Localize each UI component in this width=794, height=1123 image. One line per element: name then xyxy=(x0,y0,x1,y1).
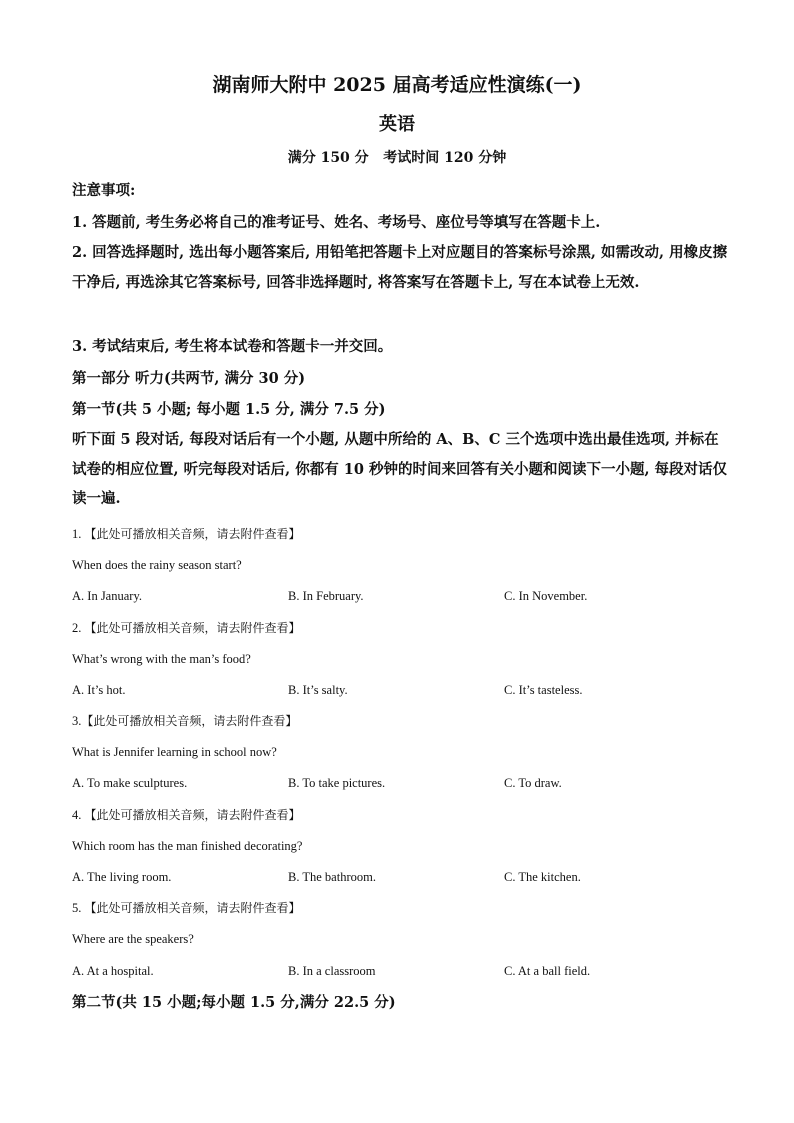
part1-section1-heading: 第一节(共 5 小题; 每小题 1.5 分, 满分 7.5 分) xyxy=(72,401,386,418)
option-a: A. In January. xyxy=(72,589,143,603)
option-c: C. The kitchen. xyxy=(504,870,581,884)
option-c: C. It’s tasteless. xyxy=(504,683,583,697)
exam-subject: 英语 xyxy=(379,114,415,135)
question-number: 5. xyxy=(72,901,82,915)
option-c: C. In November. xyxy=(504,589,588,603)
part1-section2-heading: 第二节(共 15 小题;每小题 1.5 分,满分 22.5 分) xyxy=(72,994,396,1011)
option-a: A. The living room. xyxy=(72,870,172,884)
option-b: B. It’s salty. xyxy=(288,683,348,697)
option-a: A. At a hospital. xyxy=(72,964,154,978)
audio-placeholder[interactable]: 【此处可播放相关音频，请去附件查看】 xyxy=(84,621,301,635)
question-4-text: Which room has the man finished decorating? xyxy=(72,839,303,853)
option-a: A. To make sculptures. xyxy=(72,776,188,790)
question-number: 1. xyxy=(72,527,82,541)
question-3-options xyxy=(72,774,732,792)
audio-placeholder[interactable]: 【此处可播放相关音频，请去附件查看】 xyxy=(84,901,301,915)
option-c: C. To draw. xyxy=(504,776,562,790)
audio-placeholder[interactable]: 【此处可播放相关音频，请去附件查看】 xyxy=(81,714,298,728)
option-b: B. To take pictures. xyxy=(288,776,386,790)
question-number: 4. xyxy=(72,808,82,822)
option-c: C. At a ball field. xyxy=(504,964,591,978)
option-b: B. In a classroom xyxy=(288,964,376,978)
question-number: 3. xyxy=(72,714,82,728)
question-5-text: Where are the speakers? xyxy=(72,932,194,946)
question-5-options xyxy=(72,962,732,980)
question-2-options xyxy=(72,681,732,699)
exam-title: 湖南师大附中 2025 届高考适应性演练(一) xyxy=(212,74,582,96)
audio-placeholder[interactable]: 【此处可播放相关音频，请去附件查看】 xyxy=(84,527,301,541)
question-1-audio xyxy=(72,525,732,543)
question-4-options xyxy=(72,868,732,886)
question-3-text: What is Jennifer learning in school now? xyxy=(72,745,277,759)
exam-meta: 满分 150 分 考试时间 120 分钟 xyxy=(287,150,507,166)
option-b: B. In February. xyxy=(288,589,364,603)
question-2-text: What’s wrong with the man’s food? xyxy=(72,652,251,666)
option-a: A. It’s hot. xyxy=(72,683,126,697)
audio-placeholder[interactable]: 【此处可播放相关音频，请去附件查看】 xyxy=(84,808,301,822)
part1-instructions: 听下面 5 段对话, 每段对话后有一个小题, 从题中所给的 A、B、C 三个选项中选出最佳选项, 并标在试卷的相应位置, 听完每段对话后, 你都有 10 秒钟的时间来回答有关小题和阅读下一小题, 每段对话仅读一遍. xyxy=(72,431,728,507)
question-1-text: When does the rainy season start? xyxy=(72,558,242,572)
question-3-audio xyxy=(72,712,732,730)
notice-item-2: 2. 回答选择题时, 选出每小题答案后, 用铅笔把答题卡上对应题目的答案标号涂黑, 如需改动, 用橡皮擦干净后, 再选涂其它答案标号, 回答非选择题时, 将答案写在答题卡上, 写在本试卷上无效. xyxy=(72,244,728,291)
notice-item-1: 1. 答题前, 考生务必将自己的准考证号、姓名、考场号、座位号等填写在答题卡上. xyxy=(72,214,601,231)
notice-heading: 注意事项: xyxy=(72,182,136,199)
part1-heading: 第一部分 听力(共两节, 满分 30 分) xyxy=(72,370,306,387)
option-b: B. The bathroom. xyxy=(288,870,376,884)
question-number: 2. xyxy=(72,621,82,635)
notice-item-3: 3. 考试结束后, 考生将本试卷和答题卡一并交回。 xyxy=(72,338,393,355)
question-2-audio xyxy=(72,619,732,637)
question-5-audio xyxy=(72,899,732,917)
question-4-audio xyxy=(72,806,732,824)
question-1-options xyxy=(72,587,732,605)
